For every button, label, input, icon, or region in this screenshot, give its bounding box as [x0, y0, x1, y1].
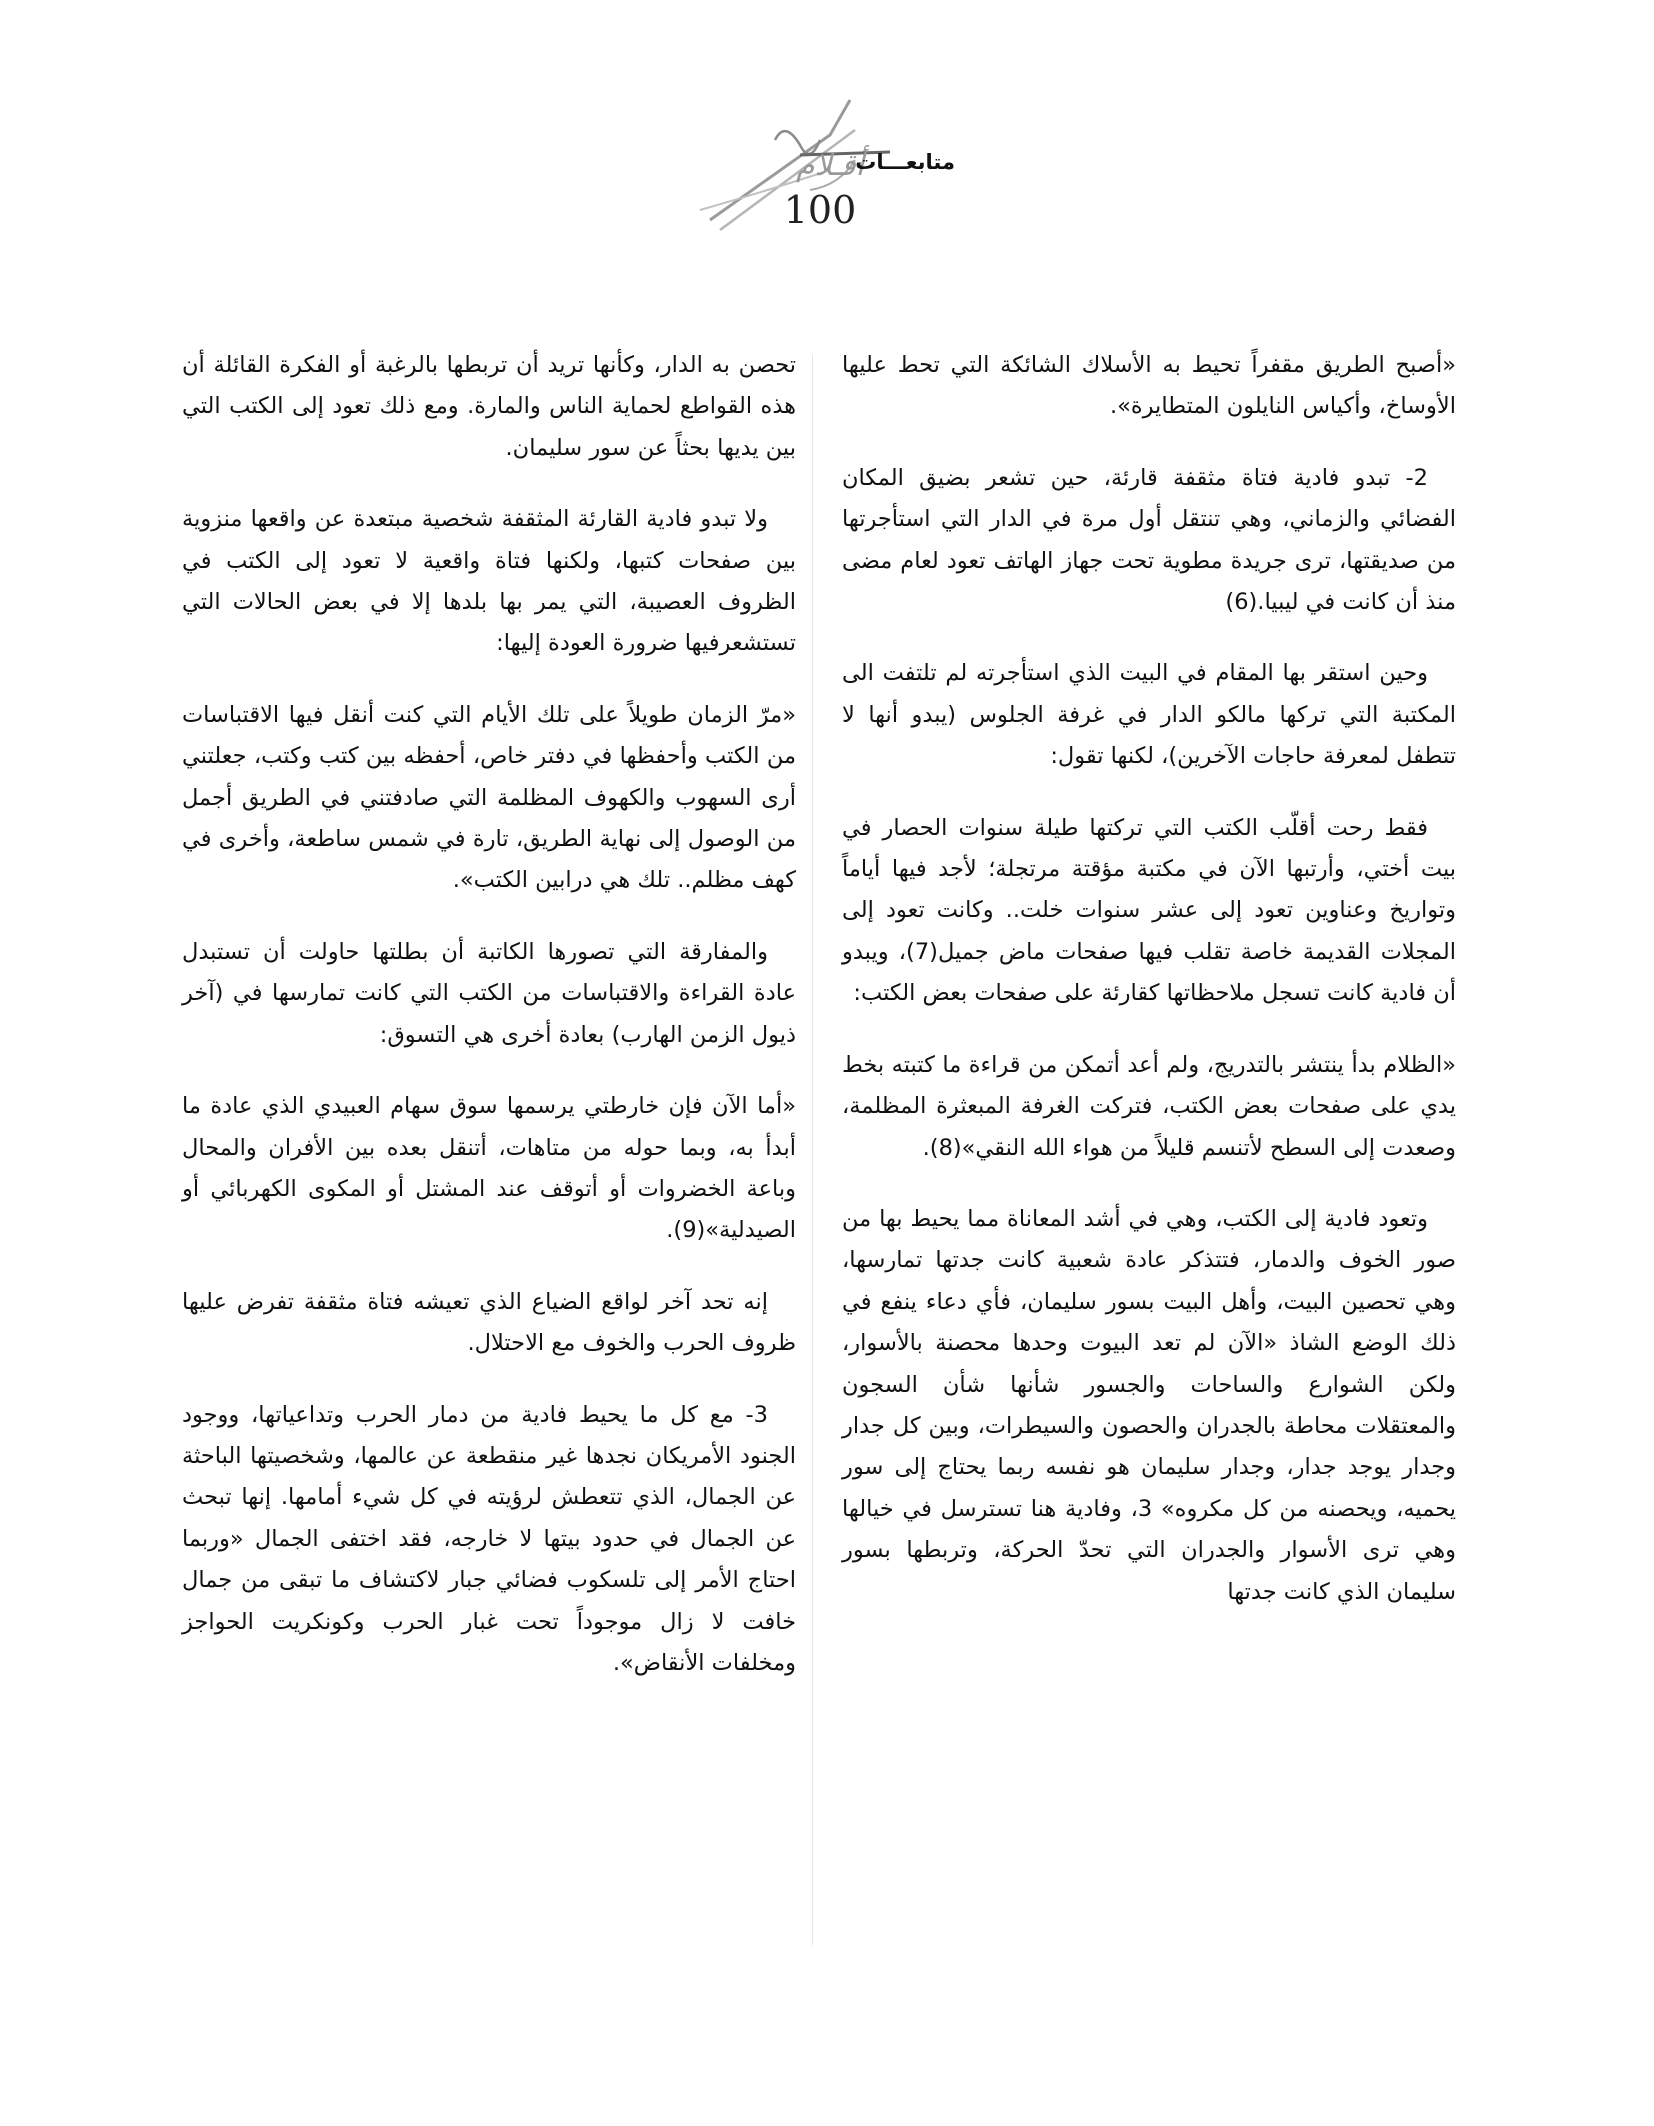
right-column: [842, 345, 1456, 1643]
paragraph: إنه تحد آخر لواقع الضياع الذي تعيشه فتاة مثقفة تفرض عليها ظروف الحرب والخوف مع الاحتلال.: [182, 1288, 796, 1357]
section-label: متابعـــات: [855, 150, 955, 174]
paragraph: «أما الآن فإن خارطتي يرسمها سوق سهام العبيدي الذي عادة ما أبدأ به، وبما حوله من متاهات، أتنقل بعده بين الأفران والمحال وباعة الخضروات أو أتوقف عند المشتل أو المكوى الكهربائي أو الصيدلية»(9).: [182, 1093, 796, 1244]
paragraph: فقط رحت أقلّب الكتب التي تركتها طيلة سنوات الحصار في بيت أختي، وأرتبها الآن في مكتبة مؤقتة مرتجلة؛ لأجد فيها أياماً وتواريخ وعناوين تعود إلى عشر سنوات خلت.. وكانت تعود إلى المجلات القديمة خاصة تقلب فيها صفحات ماض جميل(7)، ويبدو أن فادية كانت تسجل ملاحظاتها كقارئة على صفحات بعض الكتب:: [842, 814, 1457, 1007]
paragraph: «مرّ الزمان طويلاً على تلك الأيام التي كنت أنقل فيها الاقتباسات من الكتب وأحفظها في دفتر خاص، أحفظه بين كتب وكتب، جعلتني أرى السهوب والكهوف المظلمة التي صادفتني في الطريق أجمل من الوصول إلى نهاية الطريق، تارة في شمس ساطعة، وأخرى في كهف مظلم.. تلك هي درابين الكتب».: [182, 701, 796, 894]
paragraph: وحين استقر بها المقام في البيت الذي استأجرته لم تلتفت الى المكتبة التي تركها مالكو الدار في غرفة الجلوس (يبدو أنها لا تتطفل لمعرفة حاجات الآخرين)، لكنها تقول:: [842, 660, 1456, 770]
paragraph: ولا تبدو فادية القارئة المثقفة شخصية مبتعدة عن واقعها منزوية بين صفحات كتبها، ولكنها فتاة واقعية لا تعود إلى الكتب في الظروف العصيبة، التي يمر بها بلدها إلا في بعض الحالات التي تستشعرفيها ضرورة العودة إليها:: [182, 506, 796, 657]
paragraph: «أصبح الطريق مقفراً تحيط به الأسلاك الشائكة التي تحط عليها الأوساخ، وأكياس النايلون المتطايرة».: [842, 352, 1456, 420]
logo-text: أقـلام: [796, 148, 864, 183]
paragraph: والمفارقة التي تصورها الكاتبة أن بطلتها حاولت أن تستبدل عادة القراءة والاقتباسات من الكتب التي كانت تمارسها في (آخر ذيول الزمن الهارب) بعادة أخرى هي التسوق:: [182, 938, 796, 1048]
paragraph: وتعود فادية إلى الكتب، وهي في أشد المعاناة مما يحيط بها من صور الخوف والدمار، فتتذكر عادة شعبية كانت جدتها تمارسها، وهي تحصين البيت، وأهل البيت بسور سليمان، فأي دعاء ينفع في ذلك الوضع الشاذ «الآن لم تعد البيوت وحدها محصنة بالأسوار، ولكن الشوارع والساحات والجسور شأنها شأن السجون والمعتقلات محاطة بالجدران والحصون والسيطرات، وبين كل جدار وجدار يوجد جدار، وجدار سليمان هو نفسه ربما يحتاج إلى سور يحميه، ويحصنه من كل مكروه» 3، وفادية هنا تسترسل في خيالها وهي ترى الأسوار والجدران التي تحدّ الحركة، وتربطها بسور سليمان الذي كانت جدتها: [842, 1205, 1456, 1605]
paragraph: 3- مع كل ما يحيط فادية من دمار الحرب وتداعياتها، ووجود الجنود الأمريكان نجدها غير منقطعة عن عالمها، وشخصيتها الباحثة عن الجمال، الذي تتعطش لرؤيته في كل شيء أمامها. إنها تبحث عن الجمال في حدود بيتها لا خارجه، فقد اختفى الجمال «وربما احتاج الأمر إلى تلسكوب فضائي جبار لاكتشاف ما تبقى من جمال خافت لا زال موجوداً تحت غبار الحرب وكونكريت الحواجز ومخلفات الأنقاض».: [182, 1401, 796, 1676]
paragraph: تحصن به الدار، وكأنها تريد أن تربطها بالرغبة أو الفكرة القائلة أن هذه القواطع لحماية الناس والمارة. ومع ذلك تعود إلى الكتب التي بين يديها بحثاً عن سور سليمان.: [182, 352, 796, 461]
page-number: 100: [783, 188, 857, 232]
left-column: [182, 345, 796, 1714]
paragraph: 2- تبدو فادية فتاة مثقفة قارئة، حين تشعر بضيق المكان الفضائي والزماني، وهي تنتقل أول مرة في الدار التي استأجرتها من صديقتها، ترى جريدة مطوية تحت جهاز الهاتف تعود لعام مضى منذ أن كانت في ليبيا.(6): [842, 464, 1456, 616]
paragraph: «الظلام بدأ ينتشر بالتدريج، ولم أعد أتمكن من قراءة ما كتبته بخط يدي على صفحات بعض الكتب، فتركت الغرفة المبعثرة المظلمة، وصعدت إلى السطح لأتنسم قليلاً من هواء الله النقي»(8).: [842, 1051, 1456, 1161]
column-divider: [812, 355, 813, 1945]
